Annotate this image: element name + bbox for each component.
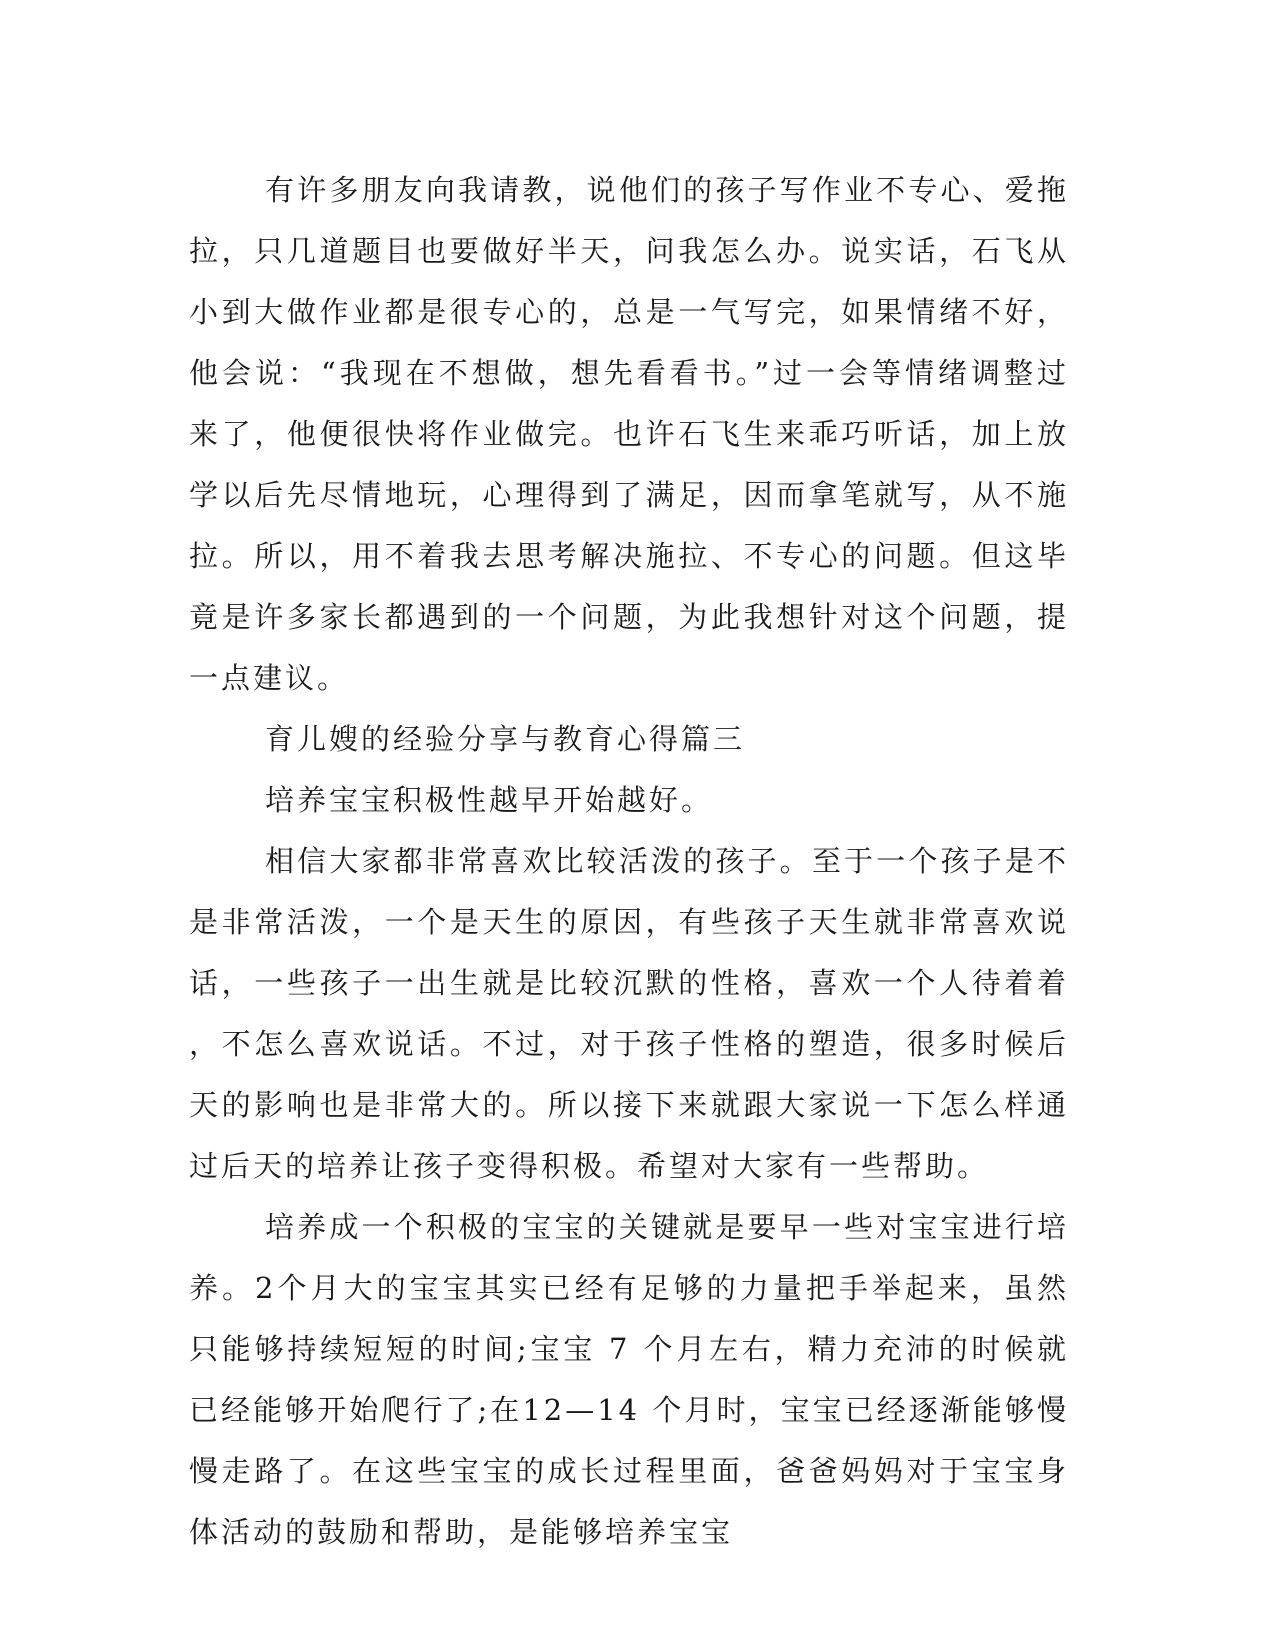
document-body bbox=[189, 160, 1069, 1563]
paragraph-lively-children: 相信大家都非常喜欢比较活泼的孩子。至于一个孩子是不是非常活泼，一个是天生的原因，有些孩子天生就非常喜欢说话，一些孩子一出生就是比较沉默的性格，喜欢一个人待着着，不怎么喜欢说话。不过，对于孩子性格的塑造，很多时候后天的影响也是非常大的。所以接下来就跟大家说一下怎么样通过后天的培养让孩子变得积极。希望对大家有一些帮助。 bbox=[189, 844, 1069, 1183]
paragraph-homework-focus: 有许多朋友向我请教，说他们的孩子写作业不专心、爱拖拉，只几道题目也要做好半天，问我怎么办。说实话，石飞从小到大做作业都是很专心的，总是一气写完，如果情绪不好，他会说：“我现在不想做，想先看看书。”过一会等情绪调整过来了，他便很快将作业做完。也许石飞生来乖巧听话，加上放学以后先尽情地玩，心理得到了满足，因而拿笔就写，从不施拉。所以，用不着我去思考解决施拉、不专心的问题。但这毕竟是许多家长都遇到的一个问题，为此我想针对这个问题，提一点建议。 bbox=[189, 173, 1069, 695]
paragraph-early-training: 培养成一个积极的宝宝的关键就是要早一些对宝宝进行培养。2个月大的宝宝其实已经有足够的力量把手举起来，虽然只能够持续短短的时间;宝宝 7 个月左右，精力充沛的时候就已经能够开始爬行了;在12—14 个月时，宝宝已经逐渐能够慢慢走路了。在这些宝宝的成长过程里面，爸爸妈妈对于宝宝身体活动的鼓励和帮助，是能够培养宝宝 bbox=[189, 1210, 1069, 1549]
section-subheading: 培养宝宝积极性越早开始越好。 bbox=[265, 783, 714, 817]
section-heading: 育儿嫂的经验分享与教育心得篇三 bbox=[265, 722, 746, 756]
